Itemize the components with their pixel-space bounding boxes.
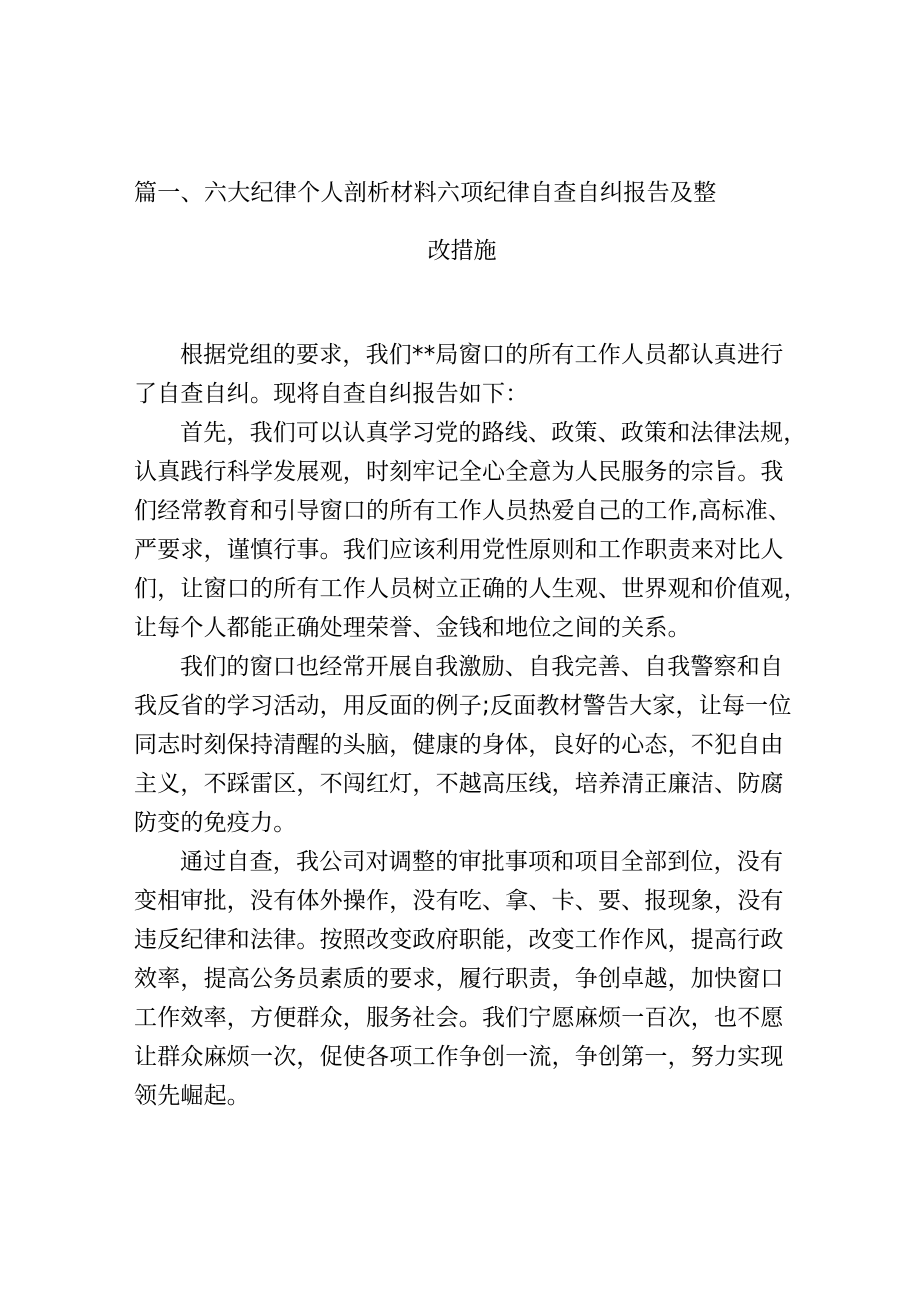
paragraph-line: 违反纪律和法律。按照改变政府职能，改变工作作风，提高行政 bbox=[134, 927, 784, 953]
paragraph-3 bbox=[134, 648, 794, 843]
paragraph-line: 根据党组的要求，我们**局窗口的所有工作人员都认真进行 bbox=[180, 342, 784, 368]
paragraph-line: 让每个人都能正确处理荣誉、金钱和地位之间的关系。 bbox=[134, 615, 691, 641]
paragraph-line: 们，让窗口的所有工作人员树立正确的人生观、世界观和价值观， bbox=[134, 576, 807, 602]
paragraph-line: 们经常教育和引导窗口的所有工作人员热爱自己的工作,高标准、 bbox=[134, 498, 792, 524]
document-title-line-1: 篇一、六大纪律个人剖析材料六项纪律自查自纠报告及整 bbox=[134, 180, 717, 206]
paragraph-line: 了自查自纠。现将自查自纠报告如下： bbox=[134, 381, 529, 407]
paragraph-line: 严要求，谨慎行事。我们应该利用党性原则和工作职责来对比人 bbox=[134, 537, 784, 563]
paragraph-1 bbox=[134, 336, 794, 414]
document-body bbox=[134, 336, 807, 1116]
paragraph-4 bbox=[134, 843, 794, 1116]
paragraph-line: 我们的窗口也经常开展自我激励、自我完善、自我警察和自 bbox=[180, 654, 784, 680]
paragraph-2 bbox=[134, 414, 807, 648]
paragraph-line: 首先，我们可以认真学习党的路线、政策、政策和法律法规， bbox=[180, 420, 807, 446]
paragraph-line: 防变的免疫力。 bbox=[134, 810, 297, 836]
document-title-line-2: 改措施 bbox=[427, 238, 497, 264]
paragraph-line: 领先崛起。 bbox=[134, 1083, 250, 1109]
paragraph-line: 我反省的学习活动，用反面的例子;反面教材警告大家，让每一位 bbox=[134, 693, 792, 719]
paragraph-line: 同志时刻保持清醒的头脑，健康的身体，良好的心态，不犯自由 bbox=[134, 732, 784, 758]
paragraph-line: 让群众麻烦一次，促使各项工作争创一流，争创第一，努力实现 bbox=[134, 1044, 784, 1070]
paragraph-line: 变相审批，没有体外操作，没有吃、拿、卡、要、报现象，没有 bbox=[134, 888, 784, 914]
paragraph-line: 主义，不踩雷区，不闯红灯，不越高压线，培养清正廉洁、防腐 bbox=[134, 771, 784, 797]
paragraph-line: 效率，提高公务员素质的要求，履行职责，争创卓越，加快窗口 bbox=[134, 966, 784, 992]
paragraph-line: 通过自查，我公司对调整的审批事项和项目全部到位，没有 bbox=[180, 849, 784, 875]
paragraph-line: 认真践行科学发展观，时刻牢记全心全意为人民服务的宗旨。我 bbox=[134, 459, 784, 485]
paragraph-line: 工作效率，方便群众，服务社会。我们宁愿麻烦一百次，也不愿 bbox=[134, 1005, 784, 1031]
